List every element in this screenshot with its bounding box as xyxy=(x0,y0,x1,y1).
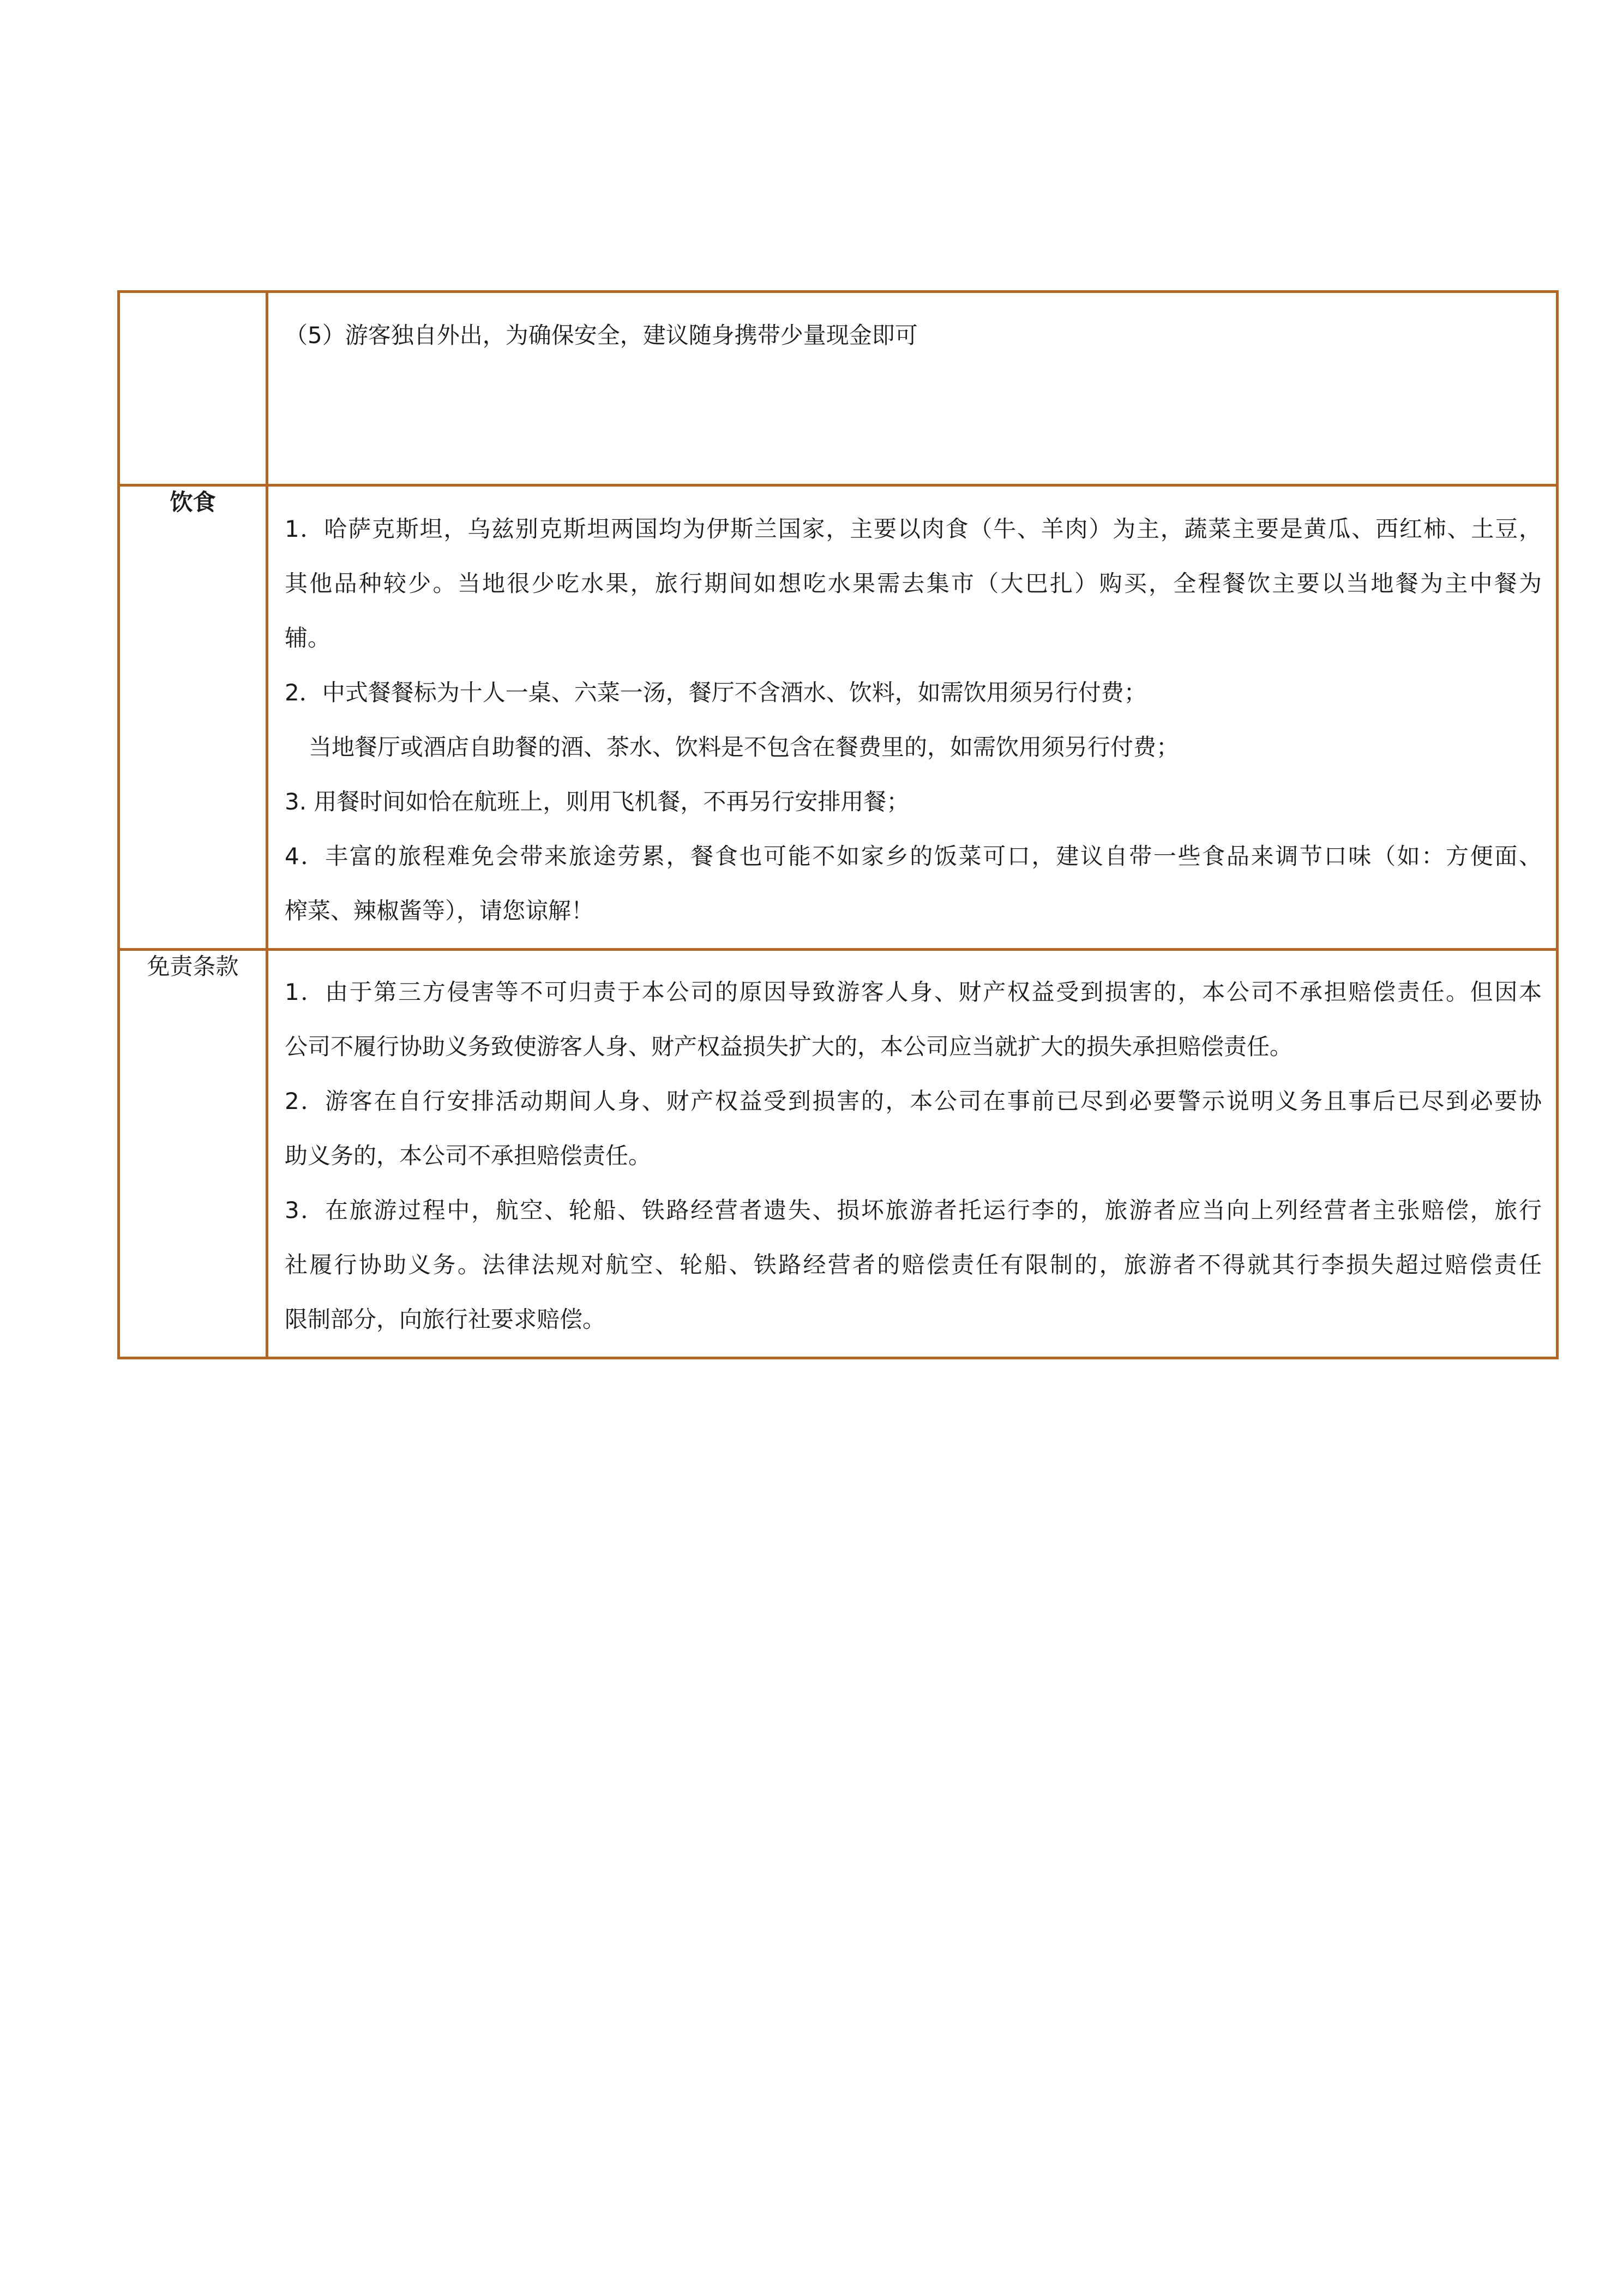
table-row-disclaimer xyxy=(119,950,1558,1358)
text-line: 4．丰富的旅程难免会带来旅途劳累，餐食也可能不如家乡的饭菜可口，建议自带一些食品来调节口味（如：方便面、 xyxy=(285,843,1542,870)
text-line: 辅。 xyxy=(285,625,331,651)
text-line: 当地餐厅或酒店自助餐的酒、茶水、饮料是不包含在餐费里的，如需饮用须另行付费； xyxy=(309,734,1180,760)
text-line: 榨菜、辣椒酱等），请您谅解！ xyxy=(285,897,594,924)
row-label-disclaimer: 免责条款 xyxy=(119,950,267,1358)
text-line: （5）游客独自外出，为确保安全，建议随身携带少量现金即可 xyxy=(285,322,918,349)
text-line: 助义务的，本公司不承担赔偿责任。 xyxy=(285,1142,652,1169)
text-line: 其他品种较少。当地很少吃水果，旅行期间如想吃水果需去集市（大巴扎）购买，全程餐饮主要以当地餐为主中餐为 xyxy=(285,570,1542,597)
table-row-food xyxy=(119,485,1558,950)
text-line: 1．由于第三方侵害等不可归责于本公司的原因导致游客人身、财产权益受到损害的，本公司不承担赔偿责任。但因本 xyxy=(285,979,1542,1005)
row-content-safety xyxy=(267,292,1558,485)
text-line: 3. 用餐时间如恰在航班上，则用飞机餐，不再另行安排用餐； xyxy=(285,788,910,815)
text-line: 3．在旅游过程中，航空、轮船、铁路经营者遗失、损坏旅游者托运行李的，旅游者应当向上列经营者主张赔偿，旅行 xyxy=(285,1197,1542,1224)
text-line: 公司不履行协助义务致使游客人身、财产权益损失扩大的，本公司应当就扩大的损失承担赔偿责任。 xyxy=(285,1033,1293,1060)
text-line: 2．游客在自行安排活动期间人身、财产权益受到损害的，本公司在事前已尽到必要警示说明义务且事后已尽到必要协 xyxy=(285,1088,1542,1114)
text-line: 2．中式餐餐标为十人一桌、六菜一汤，餐厅不含酒水、饮料，如需饮用须另行付费； xyxy=(285,679,1147,706)
text-line: 1．哈萨克斯坦，乌兹别克斯坦两国均为伊斯兰国家，主要以肉食（牛、羊肉）为主，蔬菜主要是黄瓜、西红柿、土豆， xyxy=(285,515,1542,542)
itinerary-notes-table xyxy=(117,290,1559,1359)
text-line: 社履行协助义务。法律法规对航空、轮船、铁路经营者的赔偿责任有限制的，旅游者不得就其行李损失超过赔偿责任 xyxy=(285,1251,1542,1278)
row-content-disclaimer xyxy=(267,950,1558,1358)
text-line: 限制部分，向旅行社要求赔偿。 xyxy=(285,1306,606,1333)
row-content-food xyxy=(267,485,1558,950)
row-label-food: 饮食 xyxy=(119,485,267,950)
row-label-empty xyxy=(119,292,267,485)
table-row-safety xyxy=(119,292,1558,485)
